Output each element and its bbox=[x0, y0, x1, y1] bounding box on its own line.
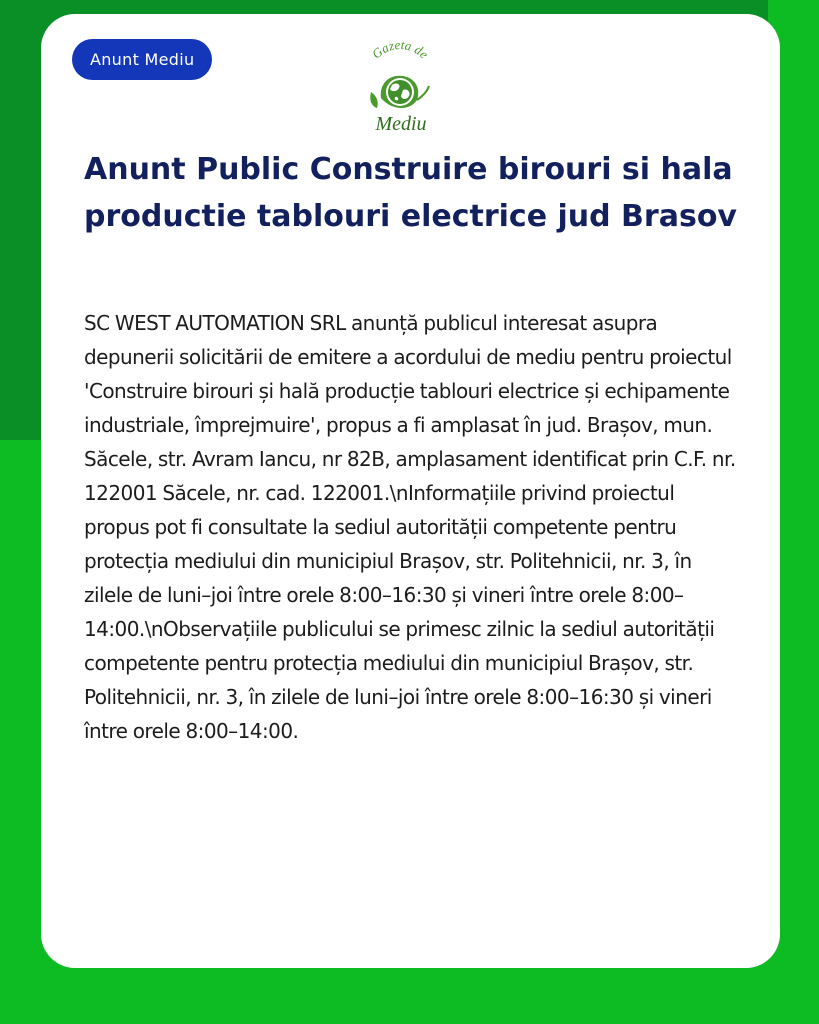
category-badge: Anunt Mediu bbox=[72, 39, 212, 80]
svg-text:Gazeta de bbox=[369, 40, 432, 62]
logo-text-top: Gazeta de bbox=[368, 40, 432, 62]
gazeta-de-mediu-logo bbox=[357, 40, 443, 136]
logo-text-bottom: Mediu bbox=[375, 113, 427, 135]
article-body: SC WEST AUTOMATION SRL anunță publicul interesat asupra depunerii solicitării de emitere a acordului de mediu pentru proiectul 'Construire birouri și hală producție tablouri electrice și echipamente industriale, împrejmuire', propus a fi amplasat în jud. Brașov, mun. Săcele, str. Avram Iancu, nr 82B, amplasament identificat prin C.F. nr. 122001 Săcele, nr. cad. 122001.\nInformațiile privind proiectul propus pot fi consultate la sediul autorității competente pentru protecția mediului din municipiul Brașov, str. Politehnicii, nr. 3, în zilele de luni–joi între orele 8:00–16:30 și vineri între orele 8:00–14:00.\nObservațiile publicului se primesc zilnic la sediul autorității competente pentru protecția mediului din municipiul Brașov, str. Politehnicii, nr. 3, în zilele de luni–joi între orele 8:00–16:30 și vineri între orele 8:00–14:00. bbox=[84, 311, 736, 743]
announcement-card bbox=[41, 14, 780, 968]
globe-leaf-icon bbox=[370, 76, 429, 108]
article-title: Anunt Public Construire birouri si hala productie tablouri electrice jud Brasov bbox=[84, 152, 737, 234]
